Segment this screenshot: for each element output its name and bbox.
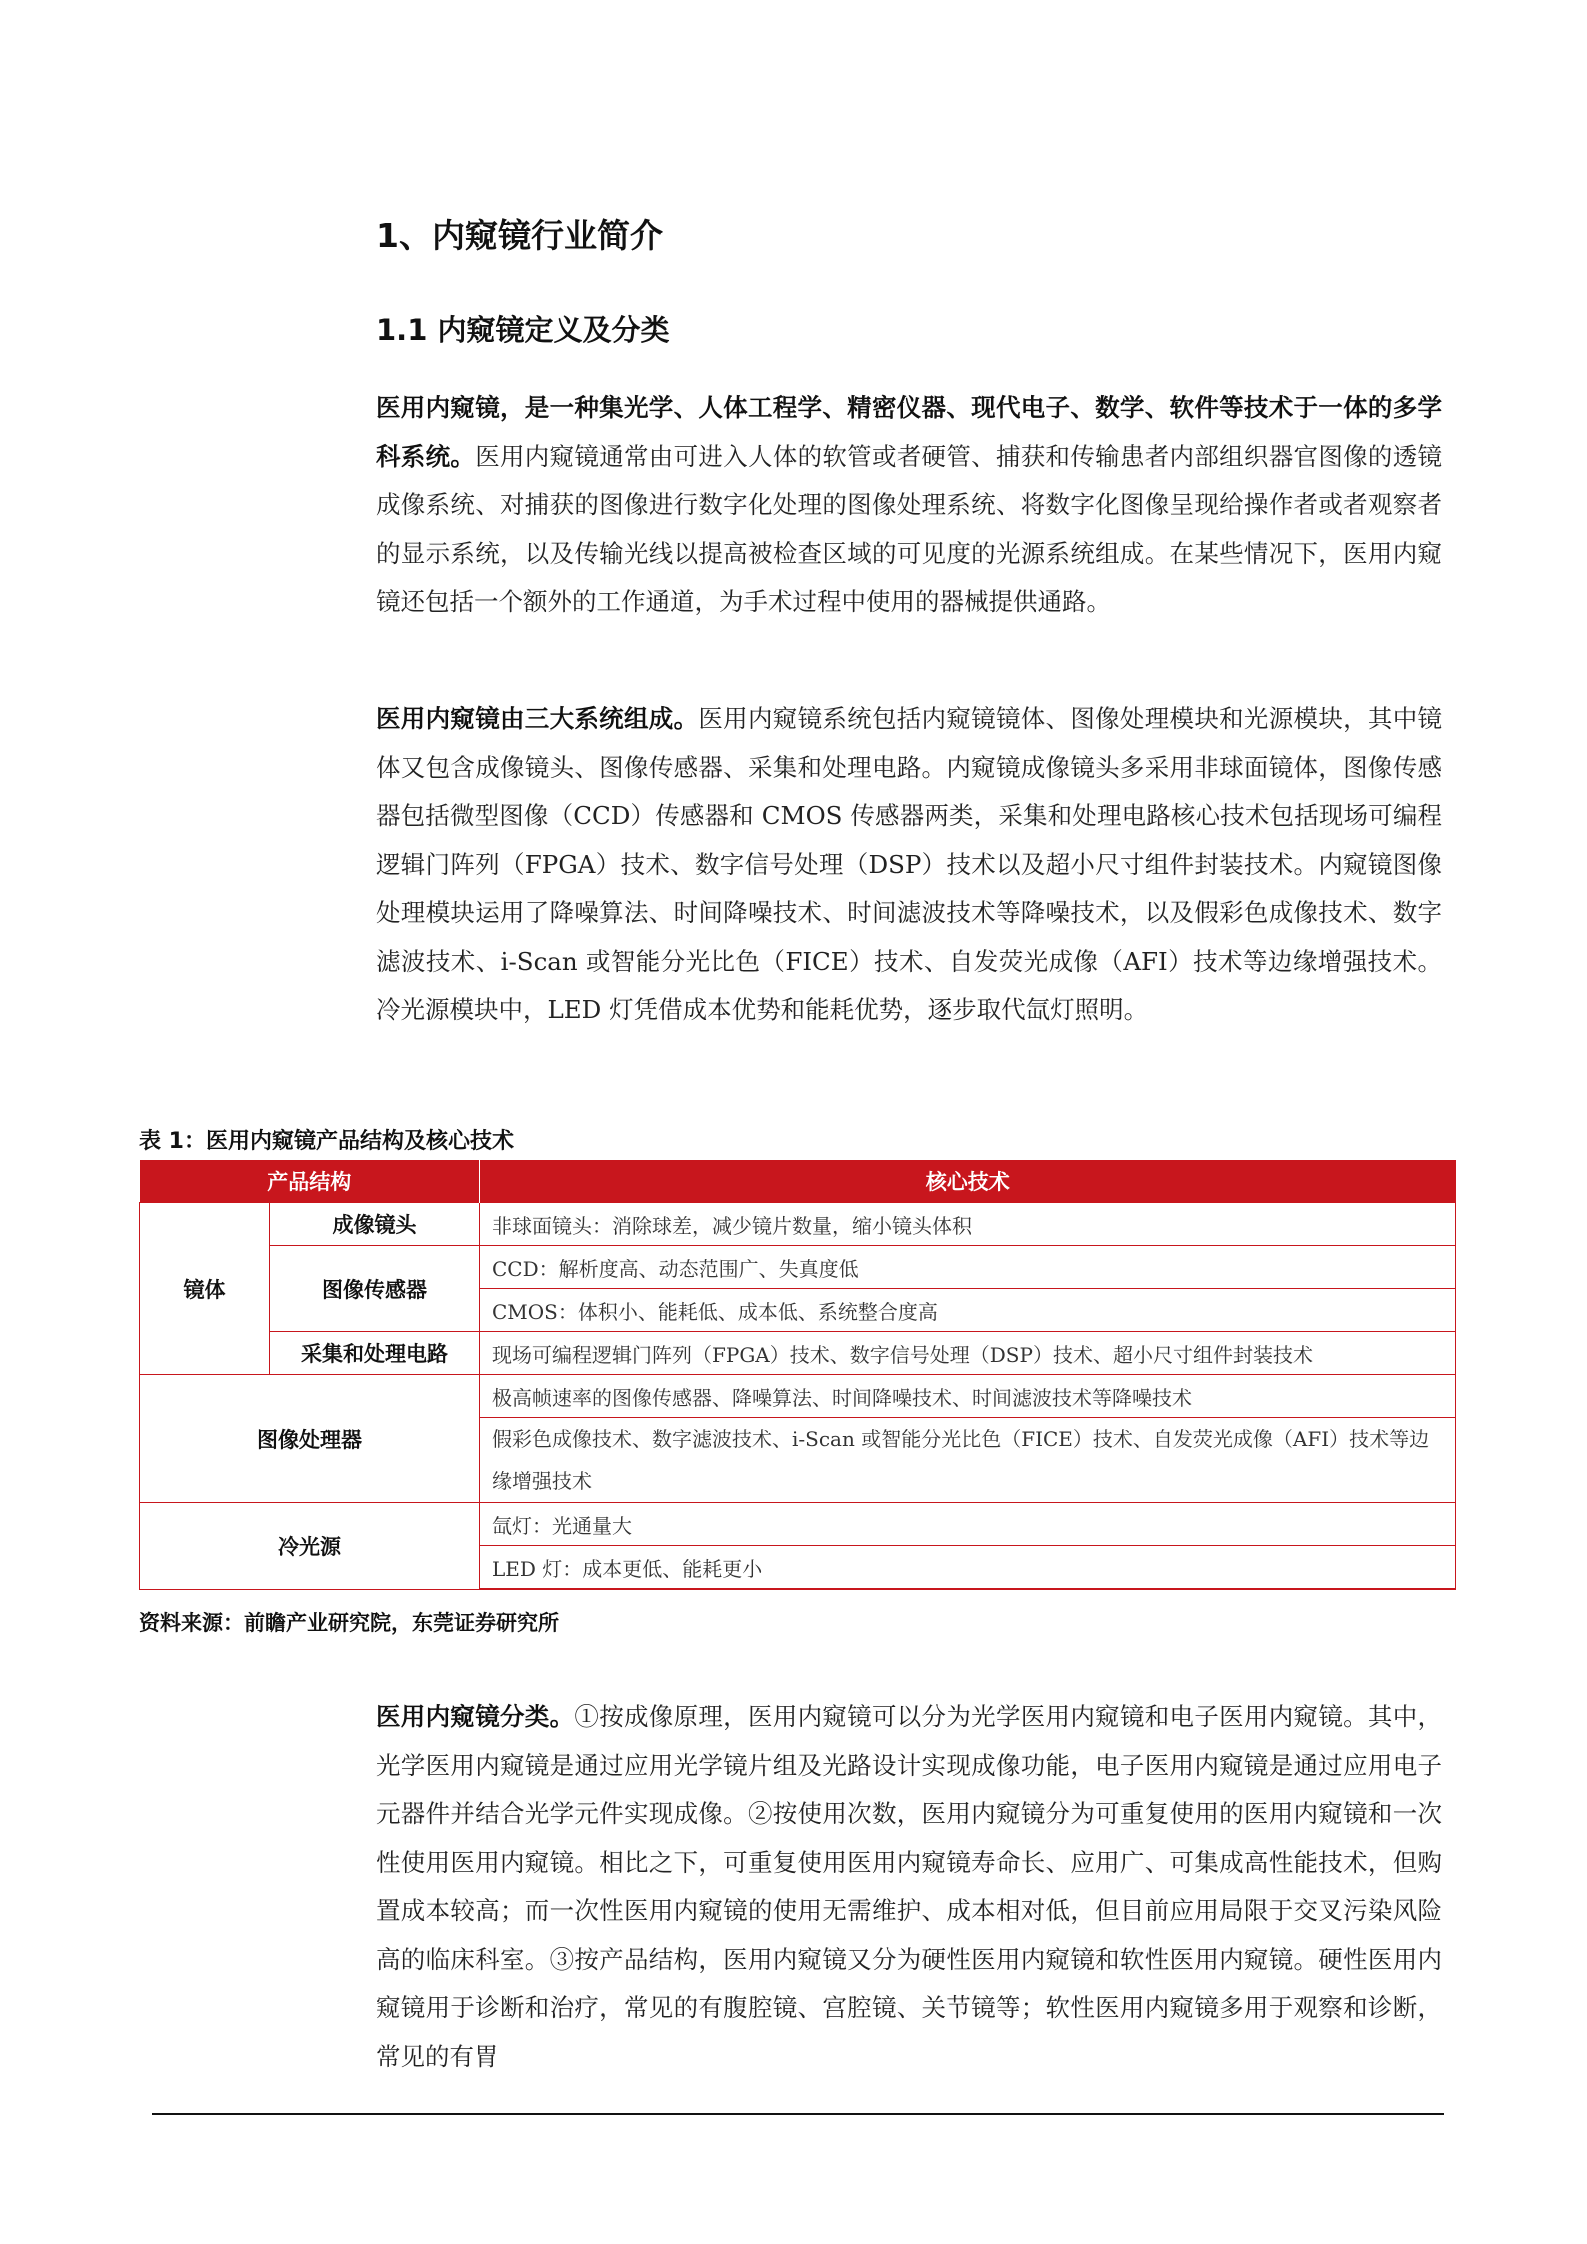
- cell-cmos: CMOS：体积小、能耗低、成本低、系统整合度高: [480, 1289, 1456, 1332]
- header-tech: 核心技术: [480, 1160, 1456, 1203]
- table-source: 资料来源：前瞻产业研究院，东莞证券研究所: [139, 1611, 559, 1635]
- paragraph-lead: 医用内窥镜，是一种集光学、人体工程学、精密仪器、现代电子、数学、软件等技术于一体的多学科系统。: [376, 393, 1442, 471]
- sub-circuit: 采集和处理电路: [270, 1332, 480, 1375]
- group-light: 冷光源: [140, 1503, 480, 1590]
- table-row: [140, 1503, 1456, 1546]
- table-title: 表 1：医用内窥镜产品结构及核心技术: [139, 1129, 514, 1154]
- paragraph-systems: [376, 695, 1442, 1035]
- paragraph-body: ①按成像原理，医用内窥镜可以分为光学医用内窥镜和电子医用内窥镜。其中，光学医用内窥镜是通过应用光学镜片组及光路设计实现成像功能，电子医用内窥镜是通过应用电子元器件并结合光学元件实现成像。②按使用次数，医用内窥镜分为可重复使用的医用内窥镜和一次性使用医用内窥镜。相比之下，可重复使用医用内窥镜寿命长、应用广、可集成高性能技术，但购置成本较高；而一次性医用内窥镜的使用无需维护、成本相对低，但目前应用局限于交叉污染风险高的临床科室。③按产品结构，医用内窥镜又分为硬性医用内窥镜和软性医用内窥镜。硬性医用内窥镜用于诊断和治疗，常见的有腹腔镜、宫腔镜、关节镜等；软性医用内窥镜多用于观察和诊断，常见的有胃: [376, 1702, 1443, 2071]
- table-row: [140, 1375, 1456, 1418]
- table-row: [140, 1332, 1456, 1375]
- group-processor: 图像处理器: [140, 1375, 480, 1503]
- paragraph-lead: 医用内窥镜由三大系统组成。: [376, 704, 699, 733]
- cell-proc1: 极高帧速率的图像传感器、降噪算法、时间降噪技术、时间滤波技术等降噪技术: [480, 1375, 1456, 1418]
- paragraph-body: 医用内窥镜通常由可进入人体的软管或者硬管、捕获和传输患者内部组织器官图像的透镜成像系统、对捕获的图像进行数字化处理的图像处理系统、将数字化图像呈现给操作者或者观察者的显示系统，以及传输光线以提高被检查区域的可见度的光源系统组成。在某些情况下，医用内窥镜还包括一个额外的工作通道，为手术过程中使用的器械提供通路。: [376, 441, 1443, 616]
- sub-lens: 成像镜头: [270, 1203, 480, 1246]
- header-structure: 产品结构: [140, 1160, 480, 1203]
- cell-ccd: CCD：解析度高、动态范围广、失真度低: [480, 1246, 1456, 1289]
- section-heading: 1、内窥镜行业简介: [376, 216, 663, 255]
- paragraph-definition: [376, 384, 1442, 627]
- cell-proc2: 假彩色成像技术、数字滤波技术、i-Scan 或智能分光比色（FICE）技术、自发荧光成像（AFI）技术等边缘增强技术: [480, 1418, 1456, 1503]
- footer-divider: [152, 2113, 1444, 2115]
- structure-tech-table: [139, 1160, 1456, 1590]
- paragraph-body: 医用内窥镜系统包括内窥镜镜体、图像处理模块和光源模块，其中镜体又包含成像镜头、图像传感器、采集和处理电路。内窥镜成像镜头多采用非球面镜体，图像传感器包括微型图像（CCD）传感器和 CMOS 传感器两类，采集和处理电路核心技术包括现场可编程逻辑门阵列（FPGA）技术、数字信号处理（DSP）技术以及超小尺寸组件封装技术。内窥镜图像处理模块运用了降噪算法、时间降噪技术、时间滤波技术等降噪技术，以及假彩色成像技术、数字滤波技术、i-Scan 或智能分光比色（FICE）技术、自发荧光成像（AFI）技术等边缘增强技术。冷光源模块中，LED 灯凭借成本优势和能耗优势，逐步取代氙灯照明。: [376, 704, 1443, 1024]
- cell-led: LED 灯：成本更低、能耗更小: [480, 1546, 1456, 1590]
- paragraph-classification: [376, 1693, 1442, 2081]
- table-header-row: [140, 1160, 1456, 1203]
- cell-circuit: 现场可编程逻辑门阵列（FPGA）技术、数字信号处理（DSP）技术、超小尺寸组件封装技术: [480, 1332, 1456, 1375]
- paragraph-lead: 医用内窥镜分类。: [376, 1702, 575, 1731]
- group-body: 镜体: [140, 1203, 270, 1375]
- sub-sensor: 图像传感器: [270, 1246, 480, 1332]
- cell-lens: 非球面镜头：消除球差，减少镜片数量，缩小镜头体积: [480, 1203, 1456, 1246]
- table-row: [140, 1203, 1456, 1246]
- table-row: [140, 1246, 1456, 1289]
- cell-xenon: 氙灯：光通量大: [480, 1503, 1456, 1546]
- subsection-heading: 1.1 内窥镜定义及分类: [376, 313, 670, 347]
